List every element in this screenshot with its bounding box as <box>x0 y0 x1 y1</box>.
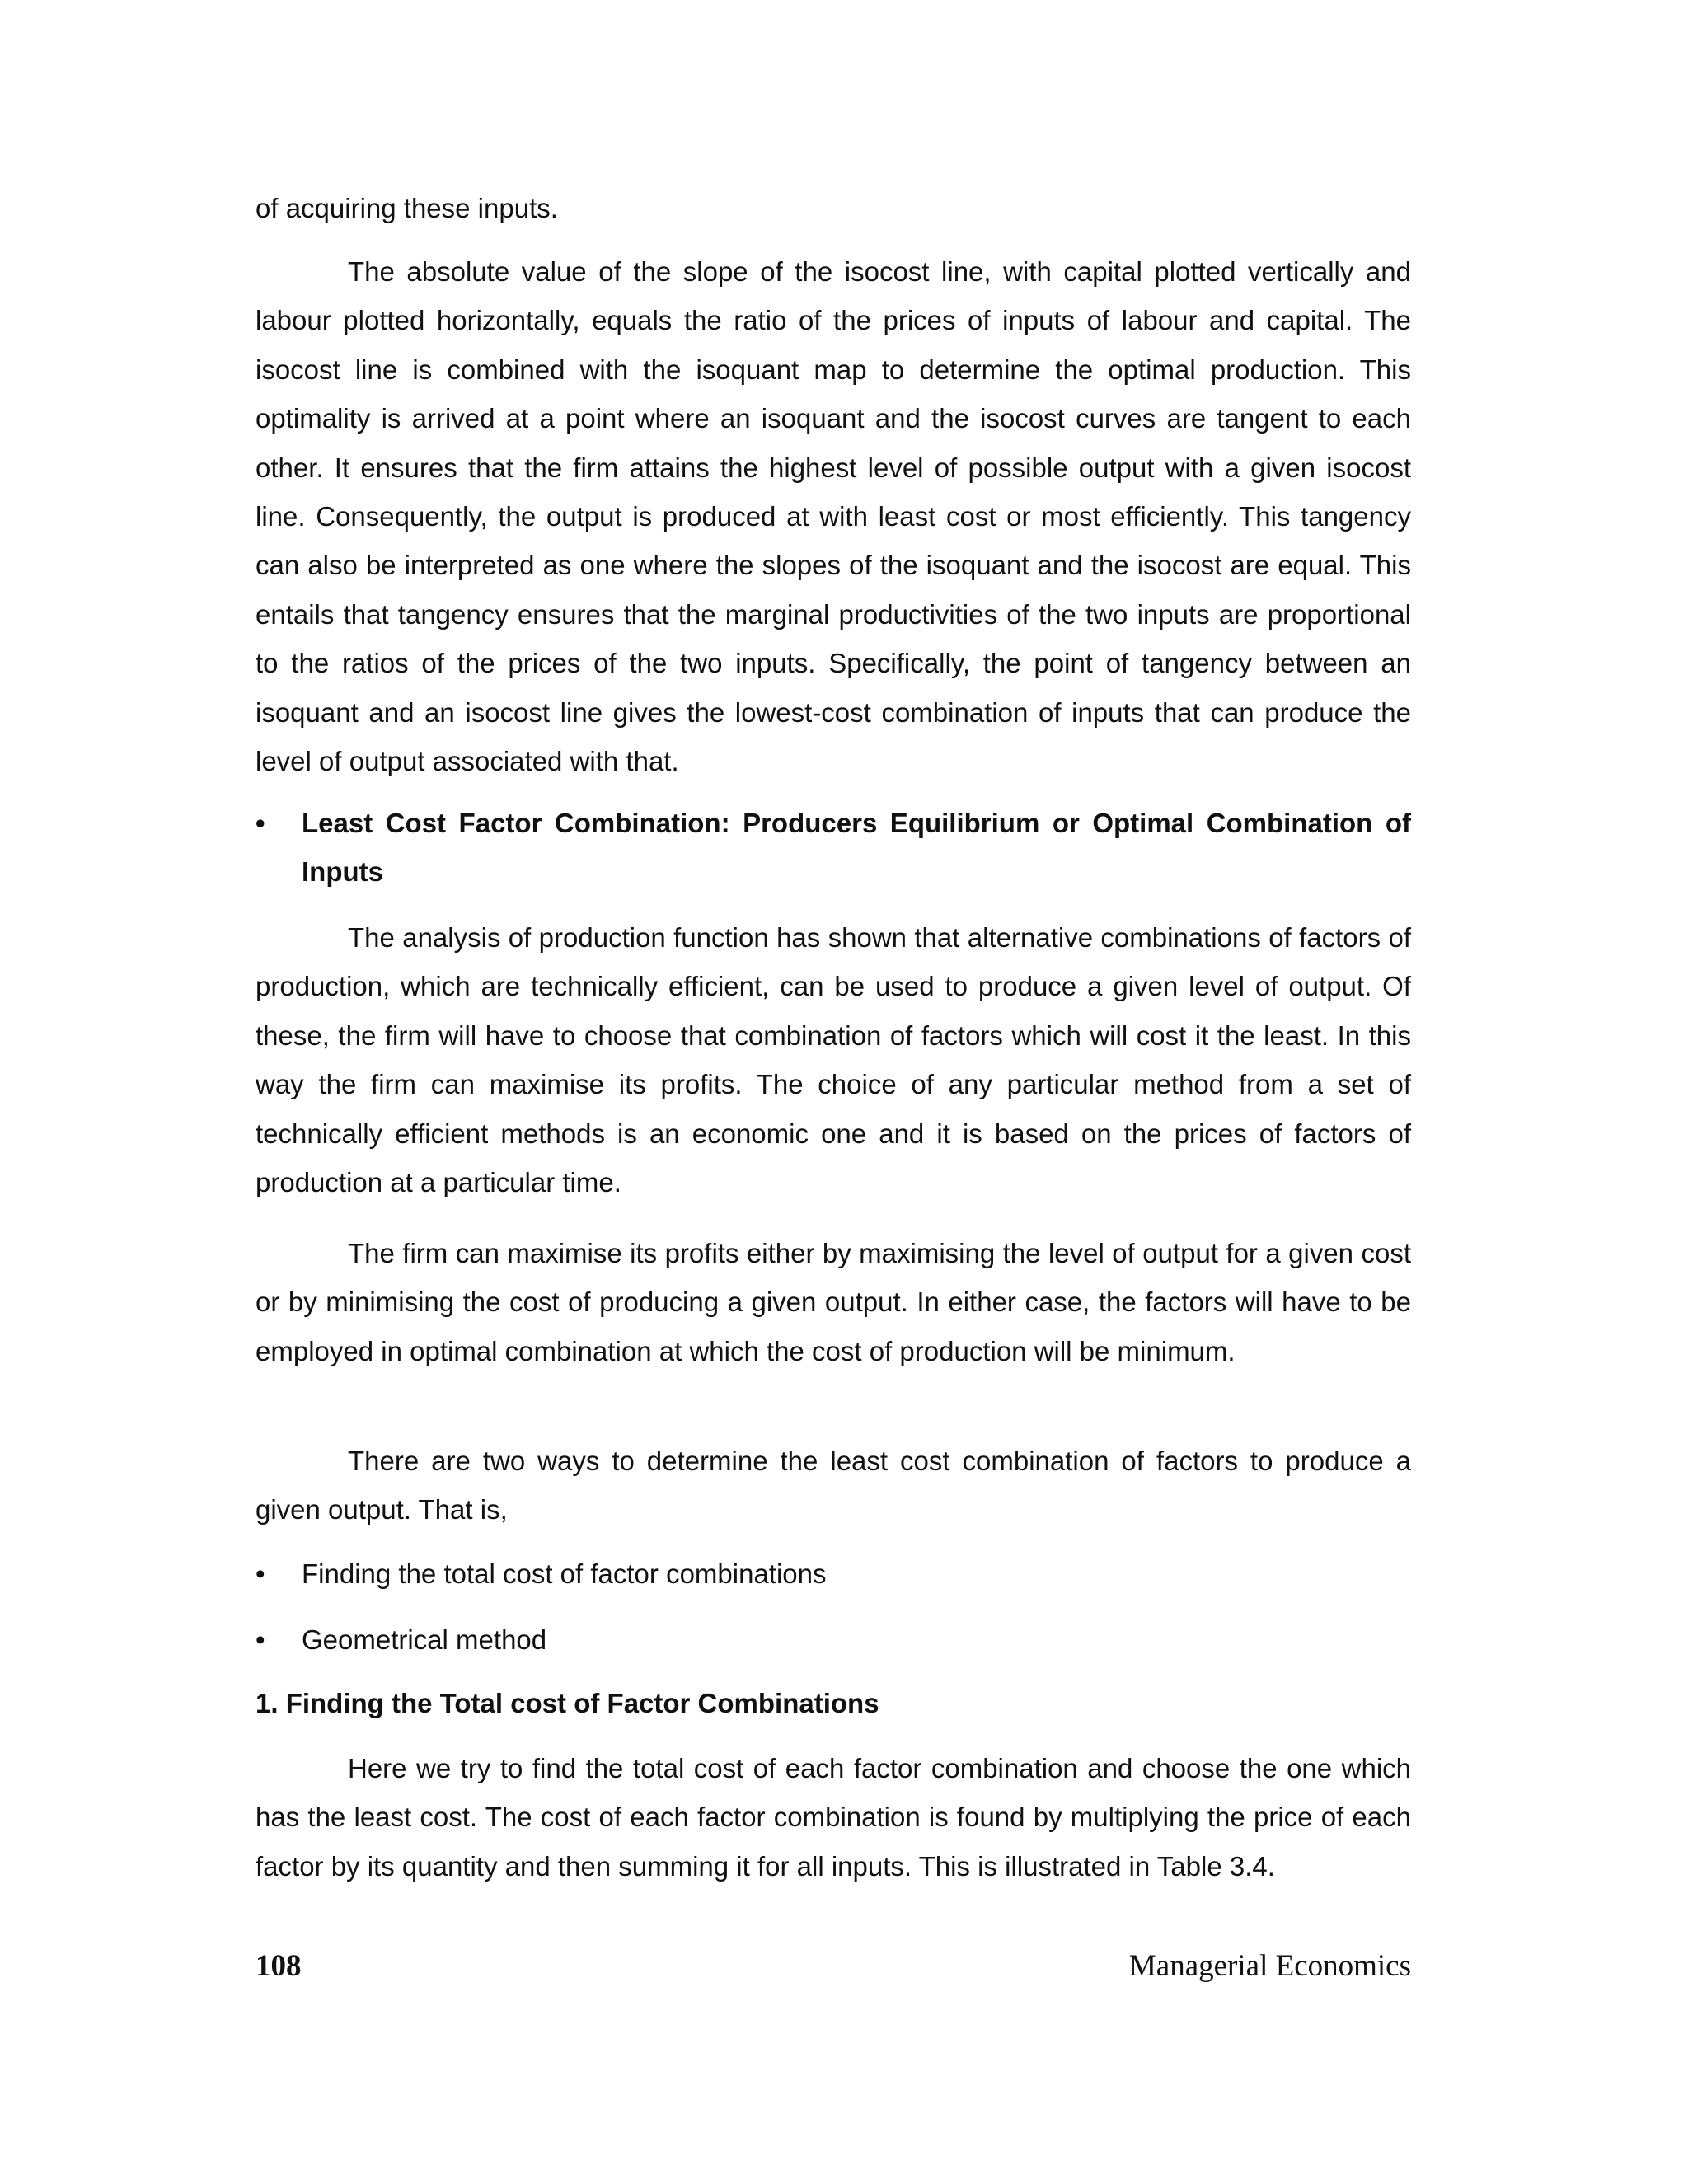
bullet-icon: • <box>256 1558 265 1589</box>
list-item-text: Finding the total cost of factor combinations <box>302 1558 827 1589</box>
text-block-production-analysis <box>256 913 1411 1207</box>
book-title: Managerial Economics <box>1128 1949 1411 1983</box>
bullet-icon: • <box>256 1624 265 1655</box>
page-footer <box>256 1947 1411 1986</box>
heading-least-cost-text: Least Cost Factor Combination: Producers Equilibrium or Optimal Combination of Inputs <box>302 808 1411 888</box>
paragraph-isocost-slope: The absolute value of the slope of the isocost line, with capital plotted vertically and labour plotted horizontally, equals the ratio of the prices of inputs of labour and capital. The isocost line is combined with the isoquant map to determine the optimal production. This optimality is arrived at a point where an isoquant and the isocost curves are tangent to each other. It ensures that the firm attains the highest level of possible output with a given isocost line. Consequently, the output is produced at with least cost or most efficiently. This tangency can also be interpreted as one where the slopes of the isoquant and the isocost are equal. This entails that tangency ensures that the marginal productivities of the two inputs are proportional to the ratios of the prices of the two inputs. Specifically, the point of tangency between an isoquant and an isocost line gives the lowest-cost combination of inputs that can produce the level of output associated with that. <box>256 256 1411 777</box>
paragraph-two-ways: There are two ways to determine the least cost combination of factors to produce a given output. That is, <box>256 1446 1411 1526</box>
paragraph-production-analysis: The analysis of production function has shown that alternative combinations of factors of production, which are technically efficient, can be used to produce a given level of output. Of these, the firm will have to choose that combination of factors which will cost it the least. In this way the firm can maximise its profits. The choice of any particular method from a set of technically efficient methods is an economic one and it is based on the prices of factors of production at a particular time. <box>256 922 1411 1198</box>
paragraph-maximise-profits: The firm can maximise its profits either by maximising the level of output for a given cost or by minimising the cost of producing a given output. In either case, the factors will have to be employed in optimal combination at which the cost of production will be minimum. <box>256 1238 1411 1366</box>
paragraph-continuation: of acquiring these inputs. <box>256 193 558 223</box>
section-heading <box>256 1679 1411 1727</box>
bullet-icon: • <box>256 808 265 838</box>
text-block-two-ways <box>256 1436 1411 1535</box>
page-number: 108 <box>256 1949 302 1983</box>
text-block-maximise-profits <box>256 1229 1411 1376</box>
list-item-text: Geometrical method <box>302 1624 547 1655</box>
text-block-isocost <box>256 247 1411 785</box>
list-item <box>256 1549 1411 1598</box>
text-block-total-cost <box>256 1744 1411 1891</box>
list-item <box>256 1615 1411 1664</box>
heading-least-cost <box>256 799 1411 897</box>
text-block-intro <box>256 184 1411 232</box>
section-heading-text: 1. Finding the Total cost of Factor Combinations <box>256 1688 879 1718</box>
paragraph-total-cost: Here we try to find the total cost of each factor combination and choose the one which has the least cost. The cost of each factor combination is found by multiplying the price of each factor by its quantity and then summing it for all inputs. This is illustrated in Table 3.4. <box>256 1753 1411 1882</box>
